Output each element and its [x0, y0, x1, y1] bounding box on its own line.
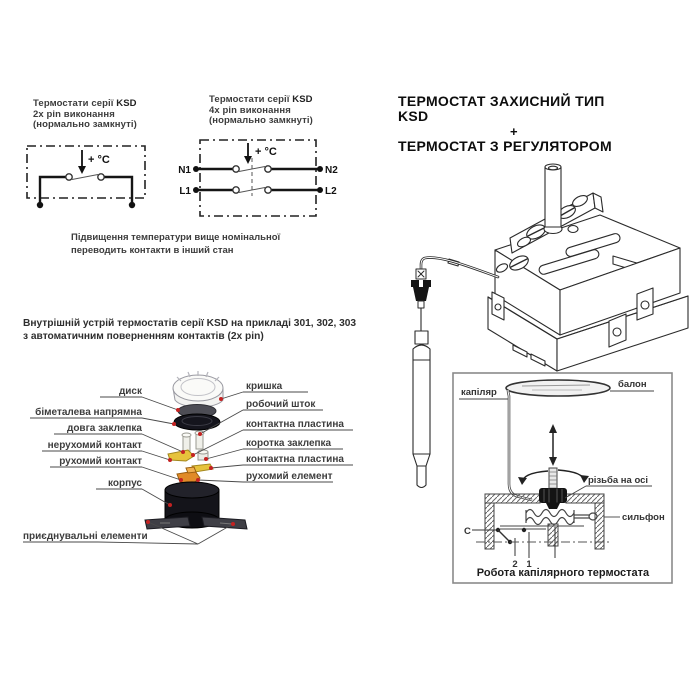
exploded-label-housing: корпус [107, 478, 142, 489]
circuit-4pin-title-prefix: Термостати серії [209, 94, 293, 105]
exploded-label-contact-plate-2: контактна пластина [246, 454, 344, 465]
circuit-4pin-subtitle: 4х pin виконання [209, 104, 291, 116]
terminal-dot-right [129, 202, 135, 208]
gland-fitting [411, 269, 431, 308]
part-contact-plate-1 [168, 450, 194, 461]
temp-label-2pin: + °C [88, 154, 110, 166]
circuit-2pin-subtitle: 2х pin виконання [33, 108, 115, 120]
temperature-arrow-icon [78, 150, 86, 174]
circuit-2pin-heading [33, 99, 137, 131]
temp-label-4pin: + °C [255, 146, 277, 158]
circuit-2pin-wires [40, 177, 132, 205]
label-thread-on-axis: різьба на осі [588, 475, 649, 486]
terminal-label-l1: L1 [179, 186, 191, 197]
adjustment-stem [544, 164, 562, 234]
terminal-label-n2: N2 [325, 165, 338, 176]
label-balloon: балон [618, 379, 647, 390]
circuits-note-line1: Підвищення температури вище номінальної [71, 232, 281, 243]
circuit-4pin-wires [196, 169, 320, 190]
terminal-label-n1: N1 [178, 165, 191, 176]
circuits-note [71, 231, 280, 257]
circuit-2pin-title-prefix: Термостати серії [33, 98, 117, 109]
page-title-line2: ТЕРМОСТАТ З РЕГУЛЯТОРОМ [398, 138, 612, 154]
circuit-4pin-heading [209, 95, 313, 127]
exploded-label-terminals: приєднувальні елементи [23, 531, 148, 542]
terminal-label-l2: L2 [325, 186, 337, 197]
exploded-label-disk: диск [118, 386, 142, 397]
exploded-label-long-rivet: довга заклепка [66, 423, 142, 434]
contact-circle-l1 [233, 187, 239, 193]
switch-blade [72, 175, 98, 180]
exploded-parts [145, 371, 247, 529]
contact-circle-left [66, 174, 72, 180]
exploded-heading-line1: Внутрішній устрій термостатів серії KSD на прикладі 301, 302, 303 [23, 318, 357, 329]
exploded-label-fixed-contact: нерухомий контакт [47, 440, 142, 451]
terminal-dot-l2 [317, 187, 323, 193]
contact-circle-l2 [265, 187, 271, 193]
part-bimetal-guide [174, 414, 220, 430]
exploded-label-bimetal-guide: біметалева напрямна [35, 407, 142, 418]
circuit-2pin-title-ksd: KSD [116, 98, 137, 109]
terminal-dot-n2 [317, 166, 323, 172]
circuit-4pin-note: (нормально замкнуті) [209, 115, 313, 126]
circuit-2pin-border [27, 146, 145, 198]
circuit-4pin-diagram [175, 130, 338, 230]
axis-bushing [568, 226, 578, 233]
circuit-2pin-diagram [22, 136, 157, 216]
exploded-label-contact-plate-1: контактна пластина [246, 419, 344, 430]
terminal-dot-left [37, 202, 43, 208]
temperature-arrow-icon [244, 143, 252, 164]
label-c-terminal: C [464, 526, 471, 537]
circuit-4pin-title-ksd: KSD [292, 94, 313, 105]
page-title-plus: + [510, 124, 518, 139]
page-title-line1: ТЕРМОСТАТ ЗАХИСНИЙ ТИП KSD [398, 93, 605, 124]
terminal-dot-l1 [193, 187, 199, 193]
contact-circle-right [98, 174, 104, 180]
terminal-dot-n1 [193, 166, 199, 172]
exploded-heading-line2: з автоматичним поверненням контактів (2х pin) [23, 331, 264, 342]
part-cover [173, 371, 223, 407]
contact-circle-n2 [265, 166, 271, 172]
shaft-lower-block [548, 524, 558, 546]
exploded-label-moving-contact: рухомий контакт [59, 456, 142, 467]
circuits-note-line2: переводить контакти в інший стан [71, 245, 234, 256]
label-capillary: капіляр [461, 387, 497, 398]
exploded-view-diagram [20, 368, 380, 563]
exploded-label-working-rod: робочий шток [246, 399, 316, 410]
capillary-tube [421, 258, 498, 277]
label-bellows: сильфон [622, 512, 665, 523]
sensor-probe [413, 331, 430, 488]
exploded-label-moving-element: рухомий елемент [246, 471, 333, 482]
balloon-bulb [506, 380, 610, 396]
exploded-label-short-rivet: коротка заклепка [246, 438, 332, 449]
capillary-diagram-caption: Робота капілярного термостата [476, 567, 650, 579]
contact-circle-n1 [233, 166, 239, 172]
exploded-label-cover: кришка [246, 381, 283, 392]
page-title [398, 94, 630, 154]
label-terminal-2: 2 [512, 559, 518, 570]
label-terminal-1: 1 [526, 559, 532, 570]
exploded-heading [23, 317, 356, 343]
circuit-2pin-note: (нормально замкнуті) [33, 119, 137, 130]
capillary-operation-diagram [452, 372, 674, 585]
